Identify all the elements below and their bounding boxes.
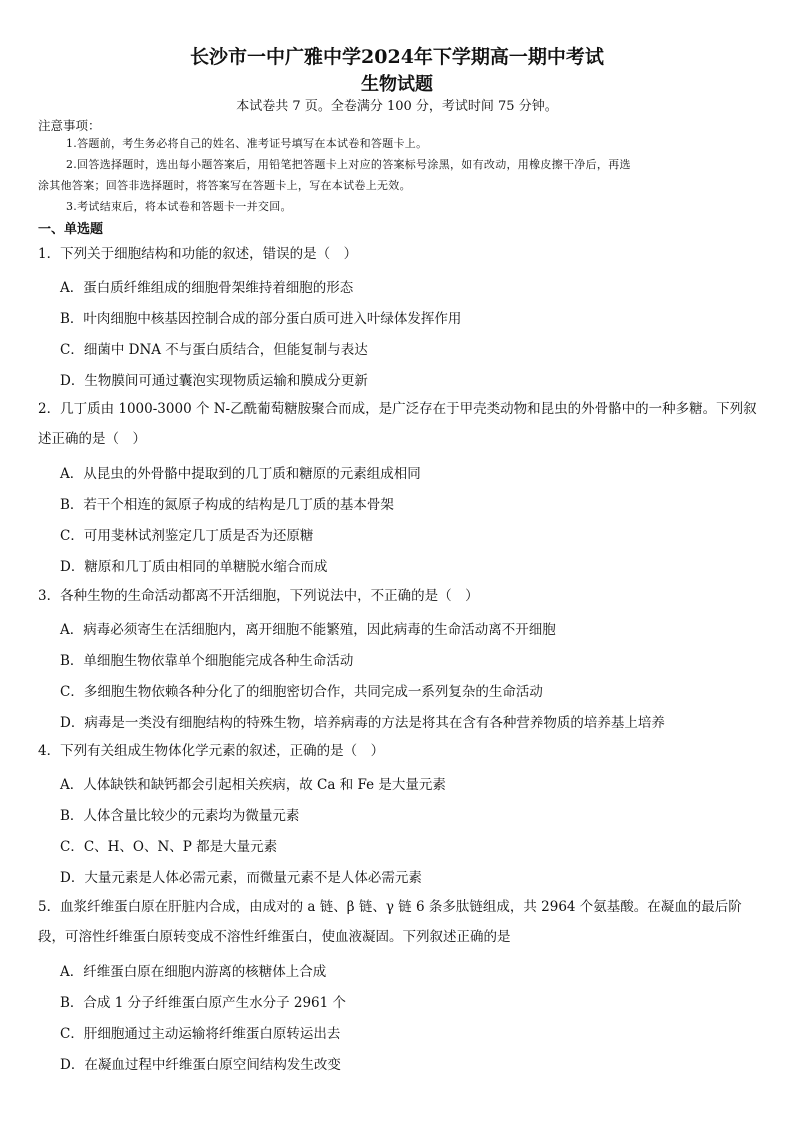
option: B．合成 1 分子纤维蛋白原产生水分子 2961 个 <box>60 995 347 1011</box>
option: B．单细胞生物依靠单个细胞能完成各种生命活动 <box>60 653 354 669</box>
option: C．可用斐林试剂鉴定几丁质是否为还原糖 <box>60 528 314 544</box>
notes-heading: 注意事项： <box>38 118 101 133</box>
option: A．从昆虫的外骨骼中提取到的几丁质和糖原的元素组成相同 <box>60 466 421 482</box>
option: B．若干个相连的氮原子构成的结构是几丁质的基本骨架 <box>60 497 394 513</box>
option: D．在凝血过程中纤维蛋白原空间结构发生改变 <box>60 1057 341 1073</box>
note-2: 2.回答选择题时，选出每小题答案后，用铅笔把答题卡上对应的答案标号涂黑，如有改动，用橡皮擦干净后，再选 <box>66 158 631 171</box>
question-stem: 2．几丁质由 1000-3000 个 N-乙酰葡萄糖胺聚合而成，是广泛存在于甲壳类动物和昆虫的外骨骼中的一种多糖。下列叙述正确的是（ ） <box>38 401 757 447</box>
note-1: 1.答题前，考生务必将自己的姓名、准考证号填写在本试卷和答题卡上。 <box>66 137 428 150</box>
option: A．纤维蛋白原在细胞内游离的核糖体上合成 <box>60 964 327 980</box>
exam-meta: 本试卷共 7 页。全卷满分 100 分，考试时间 75 分钟。 <box>236 99 558 114</box>
question-stem: 3．各种生物的生命活动都离不开活细胞，下列说法中，不正确的是（ ） <box>38 588 479 604</box>
option: B．人体含量比较少的元素均为微量元素 <box>60 808 300 824</box>
option: B．叶肉细胞中核基因控制合成的部分蛋白质可进入叶绿体发挥作用 <box>60 311 462 327</box>
option: D．生物膜间可通过囊泡实现物质运输和膜成分更新 <box>60 373 368 389</box>
note-3: 3.考试结束后，将本试卷和答题卡一并交回。 <box>66 200 292 213</box>
question-stem: 5．血浆纤维蛋白原在肝脏内合成，由成对的 a 链、β 链、γ 链 6 条多肽链组成，共 2964 个氨基酸。在凝血的最后阶段，可溶性纤维蛋白原转变成不溶性纤维蛋白，使血液凝固。下列叙述正确的是 <box>38 899 742 945</box>
option: C．细菌中 DNA 不与蛋白质结合，但能复制与表达 <box>60 342 368 358</box>
subject-title: 生物试题 <box>361 74 433 95</box>
option: A．蛋白质纤维组成的细胞骨架维持着细胞的形态 <box>60 280 354 296</box>
option: C．肝细胞通过主动运输将纤维蛋白原转运出去 <box>60 1026 341 1042</box>
note-2-cont: 涂其他答案；回答非选择题时，将答案写在答题卡上，写在本试卷上无效。 <box>38 179 411 192</box>
option: D．病毒是一类没有细胞结构的特殊生物，培养病毒的方法是将其在含有各种营养物质的培养基上培养 <box>60 715 665 731</box>
question-stem: 1．下列关于细胞结构和功能的叙述，错误的是（ ） <box>38 246 358 262</box>
option: C．多细胞生物依赖各种分化了的细胞密切合作，共同完成一系列复杂的生命活动 <box>60 684 543 700</box>
option: A．病毒必须寄生在活细胞内，离开细胞不能繁殖，因此病毒的生命活动离不开细胞 <box>60 622 556 638</box>
exam-title: 长沙市一中广雅中学2024年下学期高一期中考试 <box>190 46 604 68</box>
option: C．C、H、O、N、P 都是大量元素 <box>60 839 278 855</box>
option: A．人体缺铁和缺钙都会引起相关疾病，故 Ca 和 Fe 是大量元素 <box>60 777 446 793</box>
option: D．大量元素是人体必需元素，而微量元素不是人体必需元素 <box>60 870 422 886</box>
section-heading: 一、单选题 <box>38 222 104 237</box>
question-stem: 4．下列有关组成生物体化学元素的叙述，正确的是（ ） <box>38 743 385 759</box>
option: D．糖原和几丁质由相同的单糖脱水缩合而成 <box>60 559 328 575</box>
